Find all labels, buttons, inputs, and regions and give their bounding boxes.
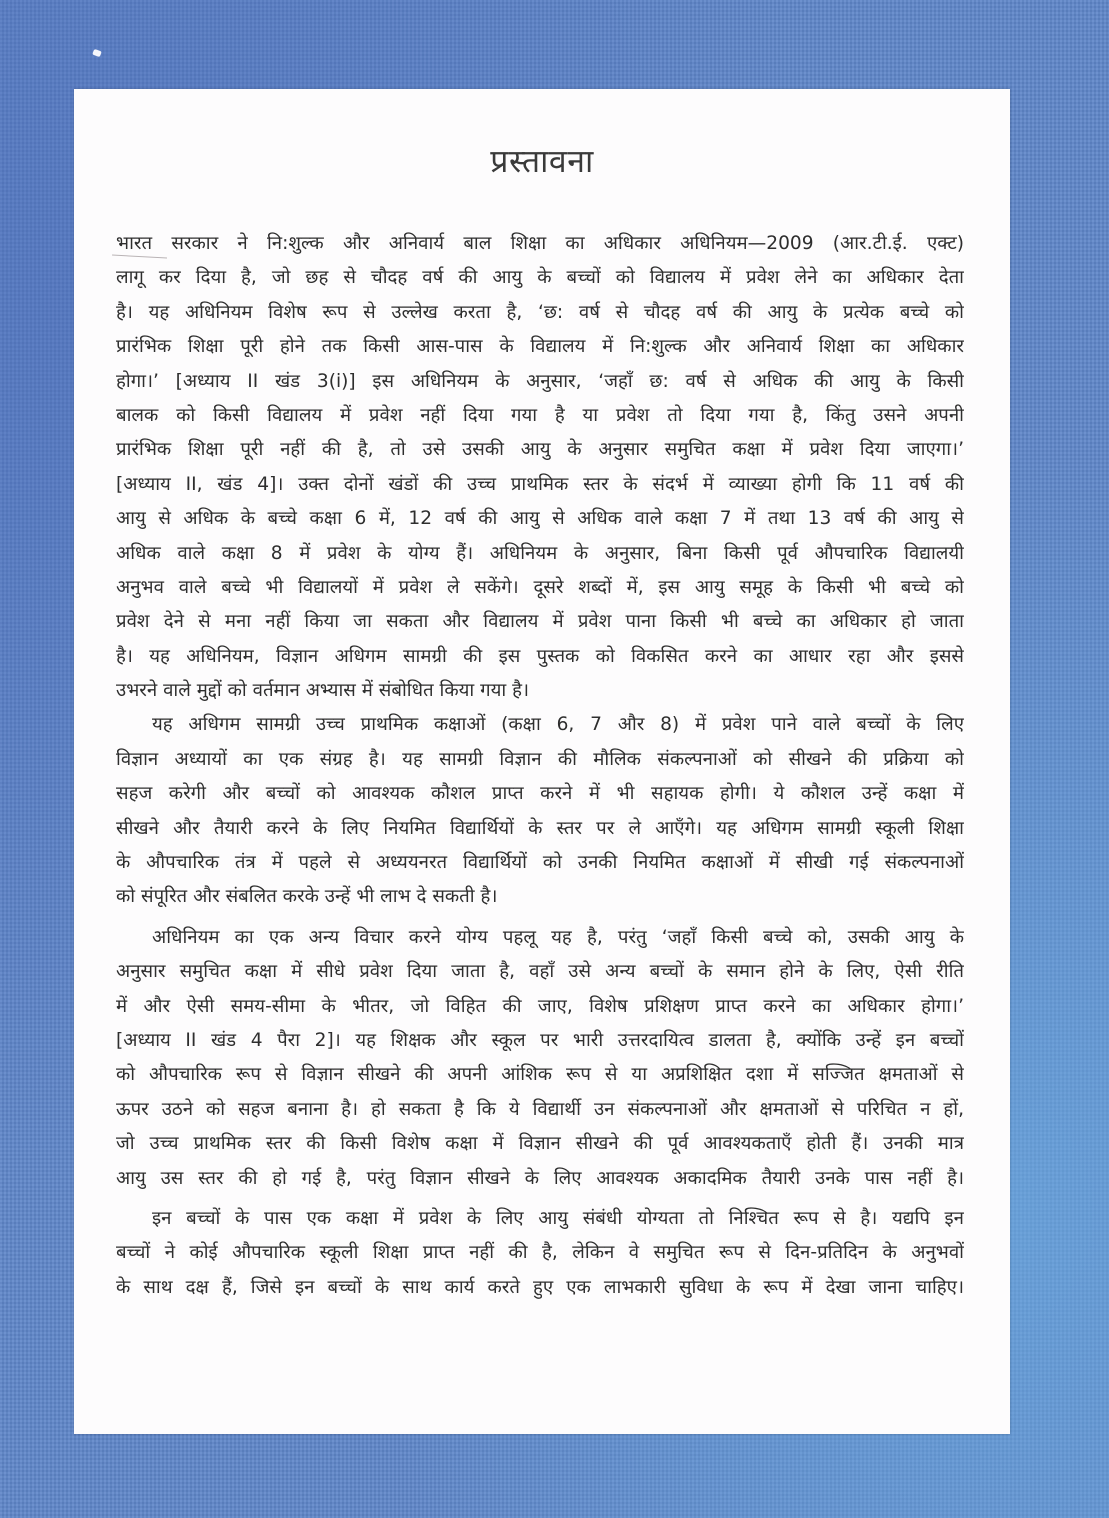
text-line: बालक को किसी विद्यालय में प्रवेश नहीं दिया गया है या प्रवेश तो दिया गया है, किंतु उसने अपनी (116, 404, 964, 426)
text-line: प्रवेश देने से मना नहीं किया जा सकता और विद्यालय में प्रवेश पाना किसी भी बच्चे का अधिकार हो जाता (116, 611, 964, 633)
text-line: प्रारंभिक शिक्षा पूरी होने तक किसी आस-पास के विद्यालय में नि:शुल्क और अनिवार्य शिक्षा का अधिकार (116, 336, 964, 358)
text-line: अधिक वाले कक्षा 8 में प्रवेश के योग्य हैं। अधिनियम के अनुसार, बिना किसी पूर्व औपचारिक विद्यालयी (116, 542, 964, 564)
text-line: उभरने वाले मुद्दों को वर्तमान अभ्यास में संबोधित किया गया है। (116, 680, 530, 702)
body-text (116, 227, 964, 1305)
paragraph-3 (116, 921, 964, 1196)
text-line: प्रारंभिक शिक्षा पूरी नहीं की है, तो उसे उसकी आयु के अनुसार समुचित कक्षा में प्रवेश दिया जाएगा।’ (116, 439, 964, 461)
page-title: प्रस्तावना (490, 142, 594, 180)
text-line: बच्चों ने कोई औपचारिक स्कूली शिक्षा प्राप्त नहीं की है, लेकिन वे समुचित रूप से दिन-प्रतिदिन के अनुभवों (116, 1242, 964, 1264)
text-line: में और ऐसी समय-सीमा के भीतर, जो विहित की जाए, विशेष प्रशिक्षण प्राप्त करने का अधिकार होगा।’ (116, 995, 964, 1017)
text-line: को औपचारिक रूप से विज्ञान सीखने की अपनी आंशिक रूप से या अप्रशिक्षित दशा में सज्जित क्षमताओं से (116, 1064, 964, 1086)
text-line: ऊपर उठने को सहज बनाना है। हो सकता है कि ये विद्यार्थी उन संकल्पनाओं और क्षमताओं से परिचित न हों, (116, 1098, 964, 1120)
text-line: के औपचारिक तंत्र में पहले से अध्ययनरत विद्यार्थियों को उनकी नियमित कक्षाओं में सीखी गई संकल्पनाओं (116, 852, 964, 874)
text-line: को संपूरित और संबलित करके उन्हें भी लाभ दे सकती है। (116, 886, 498, 908)
paragraph-2 (116, 708, 964, 914)
text-line: भारत सरकार ने नि:शुल्क और अनिवार्य बाल शिक्षा का अधिकार अधिनियम—2009 (आर.टी.ई. एक्ट) (116, 233, 964, 254)
text-line: अनुसार समुचित कक्षा में सीधे प्रवेश दिया जाता है, वहाँ उसे अन्य बच्चों के समान होने के लिए, ऐसी रीति (116, 961, 964, 983)
paragraph-1 (116, 227, 964, 708)
text-line: लागू कर दिया है, जो छह से चौदह वर्ष की आयु के बच्चों को विद्यालय में प्रवेश लेने का अधिकार देता (116, 267, 964, 289)
paragraph-4 (116, 1202, 964, 1305)
text-line: [अध्याय II, खंड 4]। उक्त दोनों खंडों की उच्च प्राथमिक स्तर के संदर्भ में व्याख्या होगी कि 11 वर्ष की (116, 473, 964, 495)
text-line: सहज करेगी और बच्चों को आवश्यक कौशल प्राप्त करने में भी सहायक होगी। ये कौशल उन्हें कक्षा में (116, 783, 964, 805)
text-line: अनुभव वाले बच्चे भी विद्यालयों में प्रवेश ले सकेंगे। दूसरे शब्दों में, इस आयु समूह के किसी भी बच्चे को (116, 576, 964, 598)
text-line: है। यह अधिनियम विशेष रूप से उल्लेख करता है, ‘छ: वर्ष से चौदह वर्ष की आयु के प्रत्येक बच्चे को (116, 301, 964, 323)
text-line: जो उच्च प्राथमिक स्तर की किसी विशेष कक्षा में विज्ञान सीखने की पूर्व आवश्यकताएँ होती हैं। उनकी मात्र (116, 1133, 964, 1155)
cover-speck (92, 49, 102, 57)
text-line: अधिनियम का एक अन्य विचार करने योग्य पहलू यह है, परंतु ‘जहाँ किसी बच्चे को, उसकी आयु के (152, 926, 964, 948)
text-line: होगा।’ [अध्याय II खंड 3(i)] इस अधिनियम के अनुसार, ‘जहाँ छ: वर्ष से अधिक की आयु के किसी (116, 370, 964, 392)
document-page (74, 89, 1010, 1434)
text-line: आयु से अधिक के बच्चे कक्षा 6 में, 12 वर्ष की आयु से अधिक वाले कक्षा 7 में तथा 13 वर्ष की आयु से (116, 508, 964, 530)
text-line: आयु उस स्तर की हो गई है, परंतु विज्ञान सीखने के लिए आवश्यक अकादमिक तैयारी उनके पास नहीं है। (116, 1167, 964, 1189)
text-line: यह अधिगम सामग्री उच्च प्राथमिक कक्षाओं (कक्षा 6, 7 और 8) में प्रवेश पाने वाले बच्चों के लिए (152, 714, 964, 736)
text-line: के साथ दक्ष हैं, जिसे इन बच्चों के साथ कार्य करते हुए एक लाभकारी सुविधा के रूप में देखा जाना चाहिए। (116, 1276, 964, 1298)
text-line: है। यह अधिनियम, विज्ञान अधिगम सामग्री की इस पुस्तक को विकसित करने का आधार रहा और इससे (116, 645, 964, 667)
text-line: सीखने और तैयारी करने के लिए नियमित विद्यार्थियों के स्तर पर ले आएँगे। यह अधिगम सामग्री स्कूली शिक्षा (116, 817, 964, 839)
text-line: [अध्याय II खंड 4 पैरा 2]। यह शिक्षक और स्कूल पर भारी उत्तरदायित्व डालता है, क्योंकि उन्हें इन बच्चों (116, 1029, 964, 1051)
text-line: इन बच्चों के पास एक कक्षा में प्रवेश के लिए आयु संबंधी योग्यता तो निश्चित रूप से है। यद्यपि इन (152, 1207, 964, 1229)
text-line: विज्ञान अध्यायों का एक संग्रह है। यह सामग्री विज्ञान की मौलिक संकल्पनाओं को सीखने की प्रक्रिया को (116, 748, 964, 770)
